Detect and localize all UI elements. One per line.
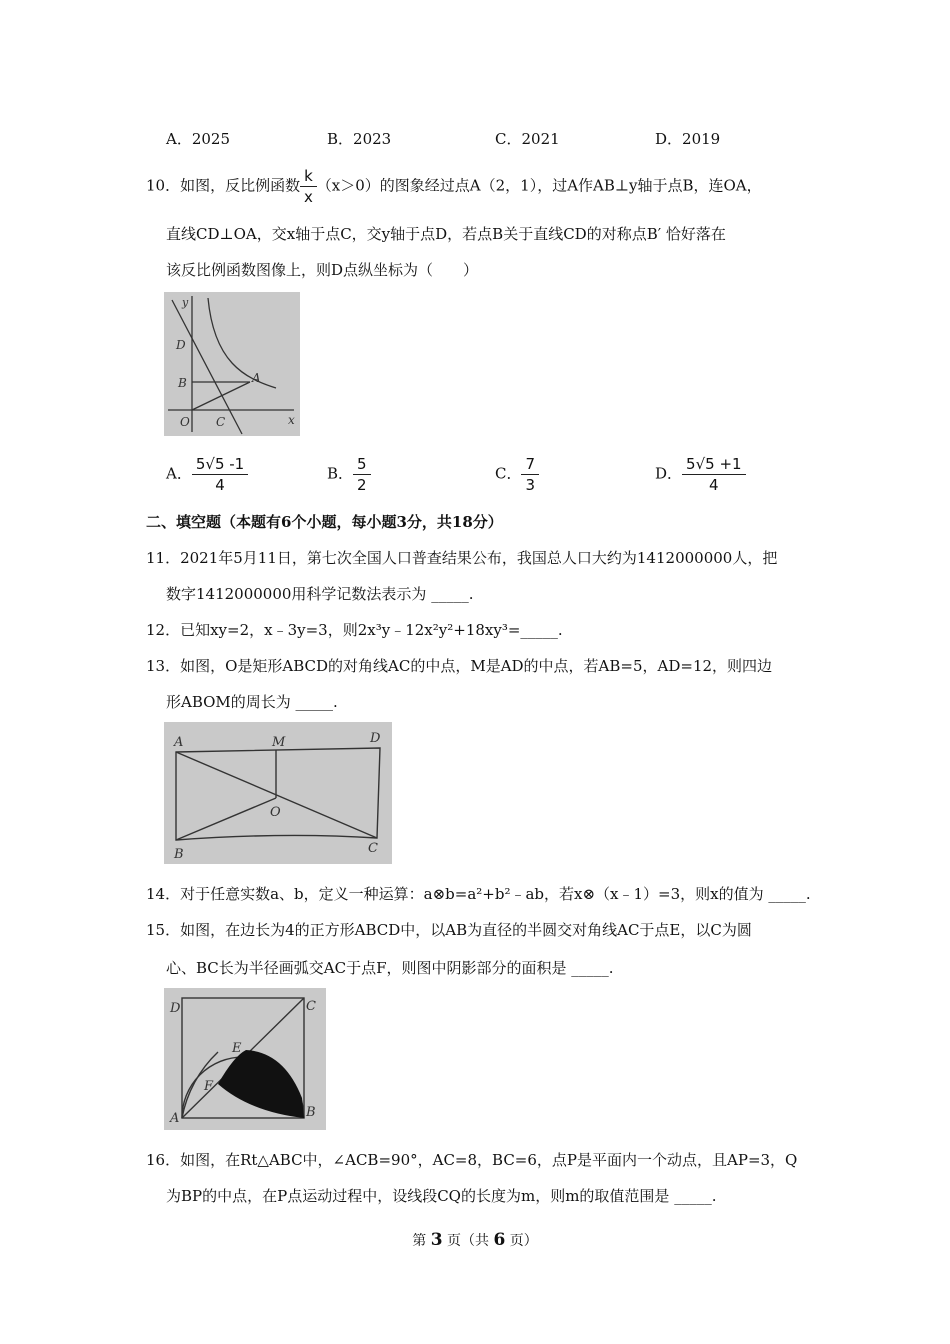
q13-line2: 形ABOM的周长为 _____. [166, 693, 338, 711]
q12-line: 12．已知xy=2，x﹣3y=3，则2x³y﹣12x²y²+18xy³=_____. [146, 621, 563, 639]
q15-line2: 心、BC长为半径画弧交AC于点F，则图中阴影部分的面积是 _____. [166, 959, 614, 977]
total-pages: 6 [493, 1230, 506, 1250]
fig15-label-E: E [232, 1041, 242, 1056]
fig10-label-O: O [180, 415, 190, 429]
q9-option-b: B．2023 [327, 130, 392, 148]
q16-line1: 16．如图，在Rt△ABC中，∠ACB=90°，AC=8，BC=6，点P是平面内一个动点，且AP=3，Q [146, 1151, 798, 1169]
fig15-label-D: D [170, 1001, 181, 1016]
q13-figure [164, 722, 392, 864]
q10-figure [164, 292, 300, 436]
q10-line1 [146, 166, 762, 207]
q11-line1: 11．2021年5月11日，第七次全国人口普查结果公布，我国总人口大约为1412000000人，把 [146, 549, 778, 567]
fig10-label-A: A [252, 371, 261, 385]
q10-prefix: 10．如图，反比例函数 [146, 176, 301, 195]
q10-option-c: C． $\frac{7}{3}$ [495, 454, 539, 495]
fig13-label-D: D [370, 731, 381, 746]
fig15-label-C: C [306, 999, 316, 1014]
fig13-label-A: A [174, 735, 184, 750]
q16-line2: 为BP的中点，在P点运动过程中，设线段CQ的长度为m，则m的取值范围是 _____. [166, 1187, 717, 1205]
q9-option-a: A．2025 [166, 130, 231, 148]
fig15-label-A: A [170, 1111, 180, 1126]
section-2-heading: 二、填空题（本题有6个小题，每小题3分，共18分） [146, 513, 503, 531]
page-footer: 第 3 页（共 6 页） [412, 1230, 538, 1250]
fig10-label-x: x [288, 413, 295, 427]
fig15-label-B: B [306, 1105, 316, 1120]
shaded-region [218, 1050, 304, 1118]
fig10-label-D: D [176, 338, 186, 352]
fig13-label-C: C [368, 841, 378, 856]
q10-option-a: A． $\frac{5√5 -1}{4}$ [166, 454, 248, 495]
q9-option-d: D．2019 [655, 130, 721, 148]
fig15-label-F: F [204, 1079, 214, 1094]
q10-line3: 该反比例函数图像上，则D点纵坐标为（ ） [166, 261, 479, 279]
page-number: 3 [430, 1230, 443, 1250]
fig10-label-C: C [216, 415, 226, 429]
fig13-label-B: B [174, 847, 184, 862]
q10-option-b: B． $\frac{5}{2}$ [327, 454, 371, 495]
q10-line2: 直线CD⊥OA，交x轴于点C，交y轴于点D，若点B关于直线CD的对称点B′ 恰好落在 [166, 225, 726, 243]
q10-option-d: D． $\frac{5√5 +1}{4}$ [655, 454, 746, 495]
q15-figure [164, 988, 326, 1130]
q9-option-c: C．2021 [495, 130, 560, 148]
fig13-label-O: O [270, 805, 281, 820]
fig13-label-M: M [272, 735, 286, 750]
q11-line2: 数字1412000000用科学记数法表示为 _____. [166, 585, 474, 603]
q10-line1-tail: （x＞0）的图象经过点A（2，1），过A作AB⊥y轴于点B，连OA， [316, 176, 762, 195]
fig10-label-B: B [178, 376, 187, 390]
q13-line1: 13．如图，O是矩形ABCD的对角线AC的中点，M是AD的中点，若AB=5，AD=12，则四边 [146, 657, 773, 675]
q10-fraction: $\frac{k}{x}$ [300, 166, 317, 207]
q14-line: 14．对于任意实数a、b，定义一种运算：a⊗b=a²+b²﹣ab，若x⊗（x﹣1）=3，则x的值为 _____. [146, 885, 811, 903]
fig10-label-y: y [182, 296, 189, 309]
q15-line1: 15．如图，在边长为4的正方形ABCD中，以AB为直径的半圆交对角线AC于点E，以C为圆 [146, 921, 752, 939]
